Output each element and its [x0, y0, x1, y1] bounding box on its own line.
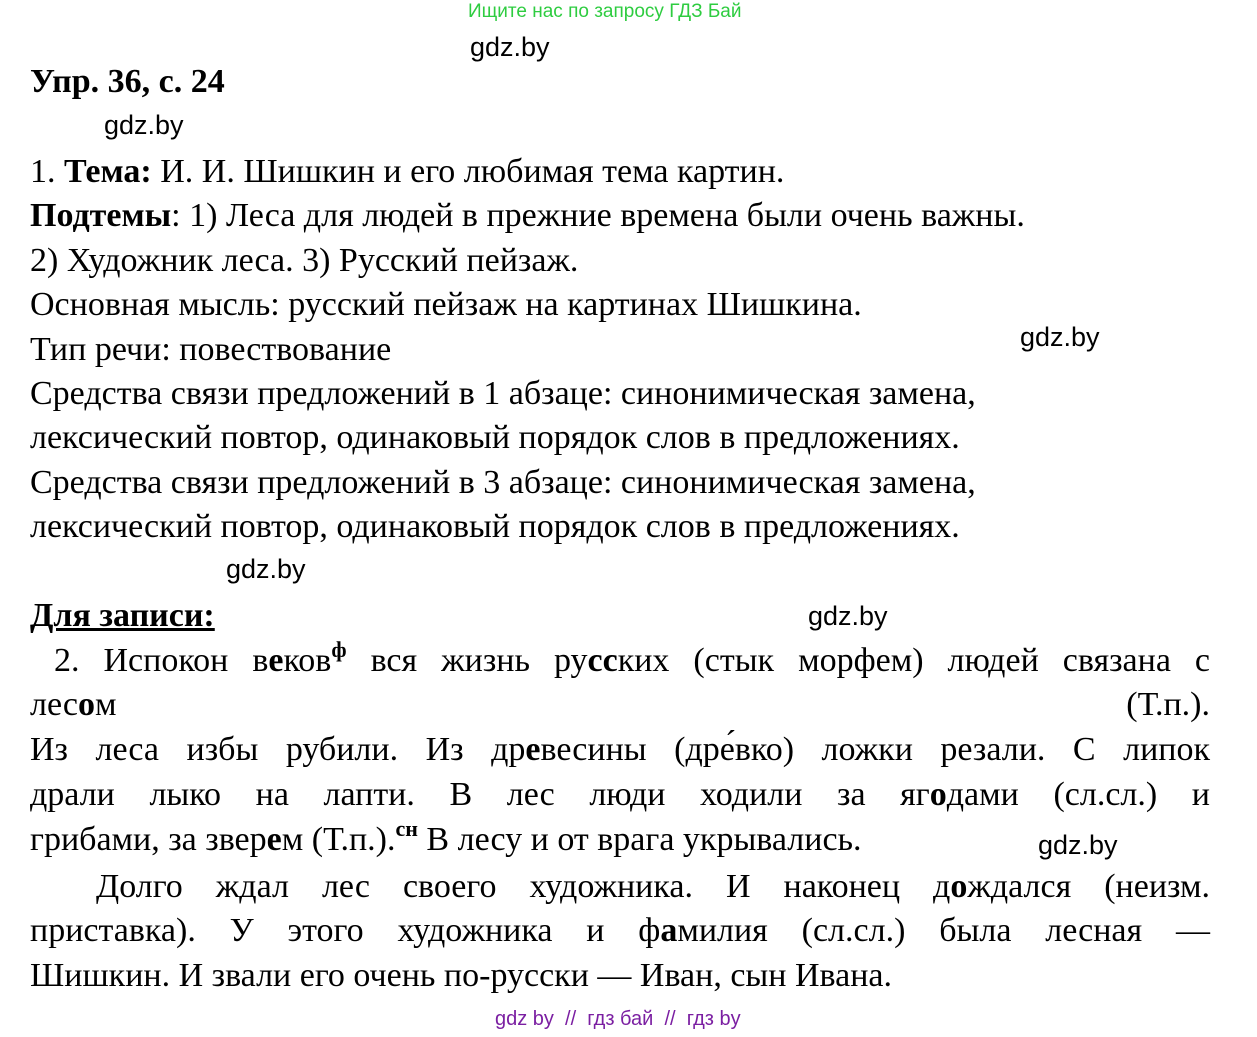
theme-text: И. И. Шишкин и его любимая тема картин. — [160, 153, 785, 190]
main-idea: Основная мысль: русский пейзаж на картинах Шишкина. — [30, 286, 862, 323]
footer-links[interactable]: gdz by // гдз бай // гдз by — [495, 1008, 741, 1030]
search-hint: Ищите нас по запросу ГДЗ Бай — [468, 1, 742, 22]
means-para1-line2: лексический повтор, одинаковый порядок слов в предложениях. — [30, 419, 960, 456]
subthemes-line-2: 2) Художник леса. 3) Русский пейзаж. — [30, 242, 579, 279]
subthemes-label: Подтемы — [30, 197, 172, 234]
case-note: (Т.п.). — [1126, 686, 1210, 723]
for-record-heading: Для записи: — [30, 597, 215, 634]
exercise-heading: Упр. 36, с. 24 — [30, 63, 225, 100]
means-para3-line1: Средства связи предложений в 3 абзаце: синонимическая замена, — [30, 464, 976, 501]
speech-type: Тип речи: повествование — [30, 331, 392, 368]
means-para1-line1: Средства связи предложений в 1 абзаце: синонимическая замена, — [30, 375, 976, 412]
para3-line-3: Шишкин. И звали его очень по-русски — Иван, сын Ивана. — [30, 957, 893, 994]
watermark: gdz.by — [470, 32, 550, 62]
watermark: gdz.by — [104, 110, 184, 140]
theme-number: 1. — [30, 153, 56, 190]
phonetic-mark: ф — [331, 637, 347, 662]
para2-line-3: Из леса избы рубили. Из древесины (дре́вко) ложки резали. С липок — [30, 731, 1210, 768]
complex-sentence-mark: сн — [395, 816, 418, 841]
watermark: gdz.by — [226, 554, 306, 584]
theme-line — [30, 152, 784, 192]
subthemes-line — [30, 196, 1025, 236]
theme-label: Тема: — [64, 153, 152, 190]
para2-line-2: лесом (Т.п.). — [30, 686, 1210, 723]
watermark: gdz.by — [1038, 830, 1118, 860]
watermark: gdz.by — [1020, 322, 1100, 352]
para3-line-2: приставка). У этого художника и фамилия (сл.сл.) была лесная — — [30, 912, 1210, 949]
para2-line-1: 2. Испокон веков$^ф$ вся жизнь русских (стык морфем) людей связана с — [54, 637, 1210, 679]
watermark: gdz.by — [808, 601, 888, 631]
para3-line-1: Долго ждал лес своего художника. И наконец дождался (неизм. — [96, 868, 1211, 905]
para2-line-5: грибами, за зверем (Т.п.).$^{сн}$ В лесу и от врага укрывались. — [30, 816, 862, 858]
means-para3-line2: лексический повтор, одинаковый порядок слов в предложениях. — [30, 508, 960, 545]
subthemes-text: : 1) Леса для людей в прежние времена были очень важны. — [171, 197, 1025, 234]
para2-line-4: драли лыко на лапти. В лес люди ходили за ягодами (сл.сл.) и — [30, 776, 1210, 813]
